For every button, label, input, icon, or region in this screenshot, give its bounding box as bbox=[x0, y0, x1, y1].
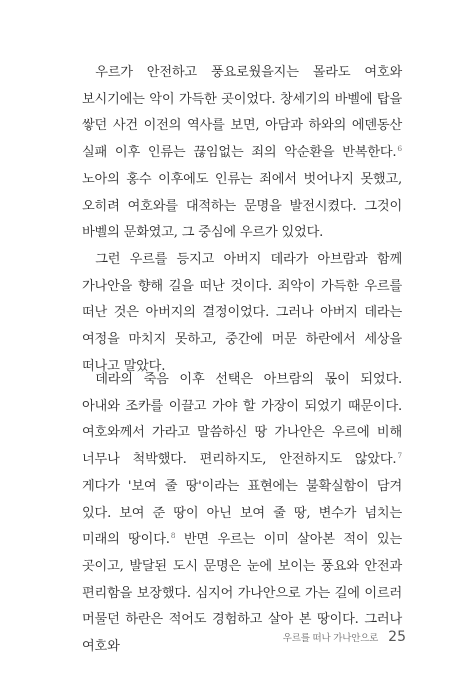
paragraph-ur-evil bbox=[82, 60, 402, 247]
paragraph-abram-choice bbox=[82, 367, 402, 661]
text-section-1 bbox=[82, 60, 402, 380]
page-number: 25 bbox=[388, 629, 406, 645]
footnote-ref-8[interactable]: 8 bbox=[170, 530, 176, 540]
paragraph-leaving-ur bbox=[82, 247, 402, 381]
running-title: 우르를 떠나 가나안으로 bbox=[282, 633, 379, 644]
paragraph-text: 그런 우르를 등지고 아버지 데라가 아브람과 함께 가나안을 향해 길을 떠난 것이다. 죄악이 가득한 우르를 떠난 것은 아버지의 결정이었다. 그러나 아버지 데라는 여정을 마치지 못하고, 중간에 머문 하란에서 세상을 떠나고 말았다. bbox=[82, 251, 402, 374]
paragraph-text: 반면 우르는 이미 살아본 적이 있는 곳이고, 발달된 도시 문명은 눈에 보이는 풍요와 안전과 편리함을 보장했다. 심지어 가나안으로 가는 길에 이르러 머물던 하란은 적어도 경험하고 살아 본 땅이다. 그러나 여호와 bbox=[82, 532, 403, 655]
paragraph-text: 우르가 안전하고 풍요로웠을지는 몰라도 여호와 보시기에는 악이 가득한 곳이었다. 창세기의 바벨에 탑을 쌓던 사건 이전의 역사를 보면, 아담과 하와의 에덴동산 실패 이후 인류는 끊임없는 죄의 악순환을 반복한다. bbox=[82, 65, 402, 161]
page-footer bbox=[283, 629, 406, 645]
paragraph-text: 노아의 홍수 이후에도 인류는 죄에서 벗어나지 못했고, 오히려 여호와를 대적하는 문명을 발전시켰다. 그것이 바벨의 문화였고, 그 중심에 우르가 있었다. bbox=[82, 171, 402, 241]
footnote-ref-6[interactable]: 6 bbox=[397, 143, 402, 153]
footnote-ref-7[interactable]: 7 bbox=[397, 450, 402, 460]
text-section-2 bbox=[82, 367, 402, 661]
paragraph-text: 게다가 '보여 줄 땅'이라는 표현에는 불확실함이 담겨 있다. 보여 준 땅이 아닌 보여 줄 땅, 변수가 넘치는 미래의 땅이다. bbox=[82, 478, 402, 548]
paragraph-text: 데라의 죽음 이후 선택은 아브람의 몫이 되었다. 아내와 조카를 이끌고 가야 할 가장이 되었기 때문이다. 여호와께서 가라고 말씀하신 땅 가나안은 우르에 비해 너무나 척박했다. 편리하지도, 안전하지도 않았다. bbox=[82, 372, 402, 468]
